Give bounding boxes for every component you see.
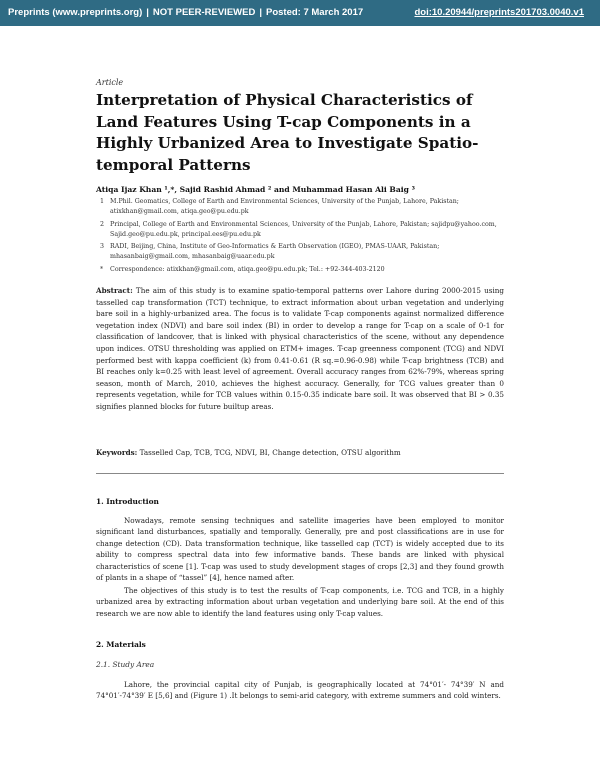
banner-separator: | <box>146 7 149 18</box>
affiliation-number: 3 <box>100 243 105 250</box>
affiliation-text: Principal, College of Earth and Environmental Sciences, University of the Punjab, Lahore, Pakistan; sajidpu@yahoo.com, Sajid.geo@pu.edu.pk, principal.ees@pu.edu.pk <box>110 221 497 238</box>
doi-link[interactable]: doi:10.20944/preprints201703.0040.v1 <box>414 7 584 18</box>
materials-heading: 2. Materials <box>96 640 146 649</box>
affiliation-number: * <box>100 266 104 273</box>
study-area-paragraph: Lahore, the provincial capital city of Punjab, is geographically located at 74°01′- 74°39′ N and 74°01′-74°39′ E [5,6] and (Figure 1) .It belongs to semi-arid category, with extreme summers and cold winters. <box>96 680 504 701</box>
banner-separator: | <box>259 7 262 18</box>
banner-posted: Posted: 7 March 2017 <box>266 7 364 18</box>
abstract-label: Abstract: <box>96 286 133 295</box>
affiliation-text: RADI, Beijing, China, Institute of Geo-Informatics & Earth Observation (IGEO), PMAS-UAAR, Pakistan; mhasanbaig@gmail.com, mhasanbaig@uaar.edu.pk <box>110 243 440 260</box>
abstract-text: The aim of this study is to examine spatio-temporal patterns over Lahore during 2000-2015 using tasselled cap transformation (TCT) technique, to extract information about urban vegetation and underlying bare soil in a highly-urbanized area. The focus is to validate T-cap components against normalized difference vegetation index (NDVI) and bare soil index (BI) in order to develop a range for T-cap on a scale of 0-1 for classification of landcover, that is linked with physical characteristics of the scene, without any dependence upon indices. OTSU thresholding was applied on ETM+ images. T-cap greenness component (TCG) and NDVI performed best with kappa coefficient (k) from 0.41-0.61 (R sq.=0.96-0.98) while T-cap brightness (TCB) and BI reaches only k=0.25 with least level of agreement. Overall accuracy ranges from 62%-79%, whereas spring season, month of March, 2010, achieves the highest accuracy. Generally, for TCG values greater than 0 represents vegetation, while for TCB values within 0.15-0.35 indicate bare soil. It was observed that BI > 0.35 signifies planned blocks for future builtup areas. <box>96 286 504 411</box>
banner-info <box>8 7 363 18</box>
author-list: Atiqa Ijaz Khan ¹,*, Sajid Rashid Ahmad ² and Muhammad Hasan Ali Baig ³ <box>96 185 415 194</box>
keywords <box>96 448 504 457</box>
affiliation-number: 2 <box>100 221 105 228</box>
introduction-paragraph-1: Nowadays, remote sensing techniques and satellite imageries have been employed to monitor significant land disturbances, spatially and temporally. Generally, pre and post classifications are in use for change detection (CD). Data transformation technique, like tasselled cap (TCT) is widely accepted due to its ability to compress spectral data into few informative bands. These bands are linked with physical characteristics of scene [1]. T-cap was used to study development stages of crops [2,3] and they found growth of plants in a shape of “tassel” [4], hence named after. <box>96 516 504 583</box>
keywords-text: Tasselled Cap, TCB, TCG, NDVI, BI, Change detection, OTSU algorithm <box>139 448 401 457</box>
keywords-label: Keywords: <box>96 448 138 457</box>
banner-source[interactable]: Preprints (www.preprints.org) <box>8 7 143 18</box>
affiliation-text: M.Phil. Geomatics, College of Earth and Environmental Sciences, University of the Punjab, Lahore, Pakistan; atixkhan@gmail.com, atiqa.geo@pu.edu.pk <box>110 198 459 215</box>
article-type: Article <box>96 78 124 87</box>
introduction-heading: 1. Introduction <box>96 497 159 506</box>
study-area-heading: 2.1. Study Area <box>96 660 155 669</box>
banner-status: NOT PEER-REVIEWED <box>152 7 256 18</box>
abstract <box>96 285 504 413</box>
introduction-paragraph-2: The objectives of this study is to test the results of T-cap components, i.e. TCG and TCB, in a highly urbanized area by extracting information about urban vegetation and underlying bare soil. At the end of this research we are now able to identify the land features using only T-cap values. <box>96 586 504 618</box>
preprint-banner <box>0 0 600 26</box>
paper-title: Interpretation of Physical Characteristics of Land Features Using T-cap Components in a Highly Urbanized Area to Investigate Spatio-temporal Patterns <box>96 91 479 174</box>
affiliation-number: 1 <box>100 198 105 205</box>
section-divider <box>96 473 504 474</box>
correspondence-text: Correspondence: atixkhan@gmail.com, atiqa.geo@pu.edu.pk; Tel.: +92-344-403-2120 <box>110 266 385 273</box>
